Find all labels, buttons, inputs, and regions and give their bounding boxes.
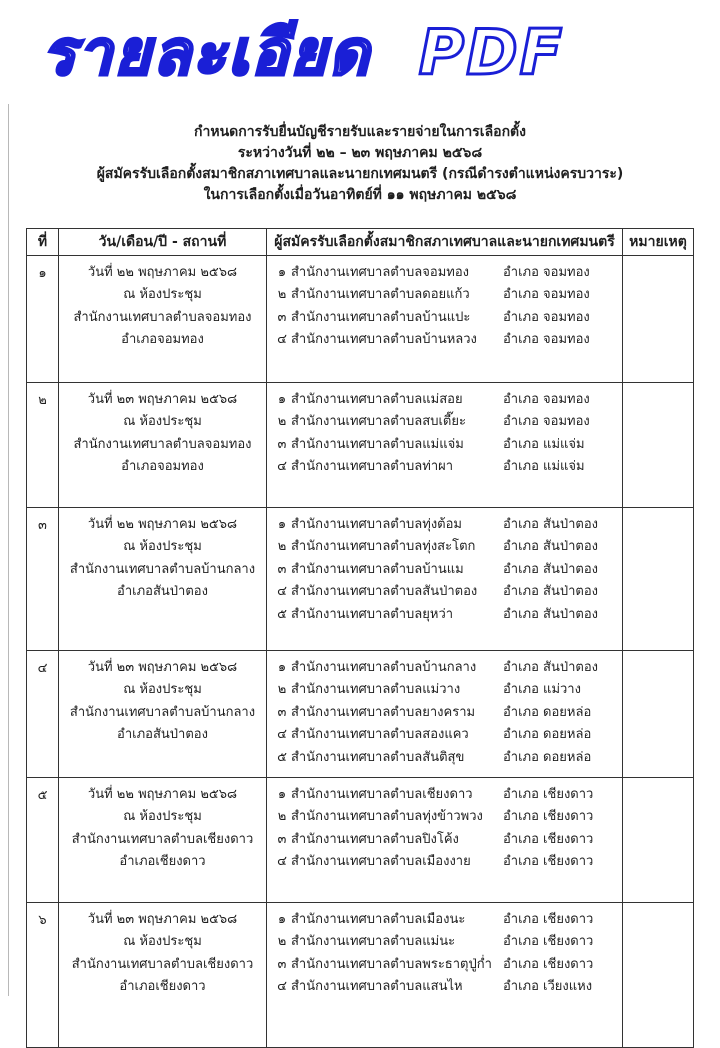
row-number: ๑ <box>27 256 59 383</box>
district-name: อำเภอ ดอยหล่อ <box>503 749 592 765</box>
office-name: สำนักงานเทศบาลตำบลแม่แจ่ม <box>291 436 464 452</box>
office-name: สำนักงานเทศบาลตำบลเมืองงาย <box>291 854 471 870</box>
banner-pdf: PDF <box>418 16 565 89</box>
item-number: ๕ <box>277 749 287 765</box>
item-number: ๓ <box>277 436 287 452</box>
row-number: ๒ <box>27 383 59 508</box>
header-line-4: ในการเลือกตั้งเมื่อวันอาทิตย์ที่ ๑๑ พฤษภาคม ๒๕๖๘ <box>203 187 517 203</box>
office-name: สำนักงานเทศบาลตำบลบ้านกลาง <box>291 660 477 675</box>
district-name: อำเภอ จอมทอง <box>503 265 590 280</box>
date-place-line: อำเภอเชียงดาว <box>119 979 206 995</box>
item-number: ๔ <box>277 332 287 348</box>
item-number: ๑ <box>277 660 287 675</box>
date-place-line: วันที่ ๒๒ พฤษภาคม ๒๕๖๘ <box>87 517 238 532</box>
date-place-line: สำนักงานเทศบาลตำบลบ้านกลาง <box>69 561 256 577</box>
date-place-line: สำนักงานเทศบาลตำบลจอมทอง <box>73 309 252 325</box>
item-number: ๕ <box>277 606 287 622</box>
list-item <box>267 851 622 873</box>
district-name: อำเภอ เชียงดาว <box>503 956 594 972</box>
banner-thai: รายละเอียด <box>42 16 371 89</box>
district-name: อำเภอ เชียงดาว <box>503 831 594 847</box>
date-place-line: สำนักงานเทศบาลตำบลบ้านกลาง <box>69 704 256 720</box>
office-name: สำนักงานเทศบาลตำบลดอยแก้ว <box>291 287 470 303</box>
table-header-row <box>27 229 694 256</box>
table-row <box>27 651 694 778</box>
table-row <box>27 778 694 903</box>
district-name: อำเภอ สันป่าตอง <box>503 660 599 675</box>
list-item <box>267 536 622 558</box>
remarks-cell <box>623 778 694 903</box>
item-number: ๔ <box>277 584 287 600</box>
item-number: ๒ <box>277 287 287 303</box>
date-place-line: อำเภอจอมทอง <box>121 459 204 475</box>
remarks-cell <box>623 256 694 383</box>
date-place-cell <box>59 778 267 903</box>
office-name: สำนักงานเทศบาลตำบลแม่นะ <box>291 934 456 950</box>
item-number: ๑ <box>277 392 287 407</box>
col-header-candidates: ผู้สมัครรับเลือกตั้งสมาชิกสภาเทศบาลและนายกเทศมนตรี <box>267 229 623 256</box>
item-number: ๒ <box>277 414 287 430</box>
date-place-cell <box>59 903 267 1048</box>
office-name: สำนักงานเทศบาลตำบลสันป่าตอง <box>291 584 478 600</box>
header-line-2: ระหว่างวันที่ ๒๒ – ๒๓ พฤษภาคม ๒๕๖๘ <box>237 145 483 161</box>
office-name: สำนักงานเทศบาลตำบลพระธาตุปู่ก่ำ <box>291 956 492 972</box>
date-place-line: วันที่ ๒๓ พฤษภาคม ๒๕๖๘ <box>87 912 238 927</box>
list-item <box>267 724 622 746</box>
item-number: ๑ <box>277 265 287 280</box>
list-item <box>267 954 622 976</box>
item-number: ๒ <box>277 539 287 555</box>
item-number: ๔ <box>277 979 287 995</box>
date-place-line: อำเภอจอมทอง <box>121 332 204 348</box>
office-name: สำนักงานเทศบาลตำบลบ้านหลวง <box>291 332 477 348</box>
district-name: อำเภอ จอมทอง <box>503 309 590 325</box>
list-item <box>267 514 622 536</box>
district-name: อำเภอ สันป่าตอง <box>503 561 599 577</box>
remarks-cell <box>623 508 694 651</box>
list-item <box>267 604 622 626</box>
date-place-line: สำนักงานเทศบาลตำบลเชียงดาว <box>71 956 254 972</box>
row-number: ๔ <box>27 651 59 778</box>
date-place-line: วันที่ ๒๓ พฤษภาคม ๒๕๖๘ <box>87 660 238 675</box>
item-number: ๓ <box>277 309 287 325</box>
candidates-cell <box>267 651 623 778</box>
candidates-cell <box>267 256 623 383</box>
remarks-cell <box>623 903 694 1048</box>
remarks-cell <box>623 383 694 508</box>
district-name: อำเภอ จอมทอง <box>503 414 590 430</box>
list-item <box>267 829 622 851</box>
table-body <box>27 256 694 1048</box>
office-name: สำนักงานเทศบาลตำบลจอมทอง <box>291 265 469 280</box>
district-name: อำเภอ แม่วาง <box>503 682 581 698</box>
date-place-line: ณ ห้องประชุม <box>123 934 202 950</box>
col-header-date-place: วัน/เดือน/ปี - สถานที่ <box>59 229 267 256</box>
item-number: ๑ <box>277 912 287 927</box>
district-name: อำเภอ แม่แจ่ม <box>503 459 585 475</box>
office-name: สำนักงานเทศบาลตำบลทุ่งสะโตก <box>291 539 476 555</box>
item-number: ๒ <box>277 934 287 950</box>
date-place-cell <box>59 383 267 508</box>
district-name: อำเภอ เวียงแหง <box>503 979 593 995</box>
list-item <box>267 262 622 284</box>
date-place-line: ณ ห้องประชุม <box>123 414 202 430</box>
header-line-3: ผู้สมัครรับเลือกตั้งสมาชิกสภาเทศบาลและนายกเทศมนตรี (กรณีดำรงตำแหน่งครบวาระ) <box>96 166 624 182</box>
list-item <box>267 434 622 456</box>
office-name: สำนักงานเทศบาลตำบลเมืองนะ <box>291 912 466 927</box>
date-place-cell <box>59 508 267 651</box>
office-name: สำนักงานเทศบาลตำบลแสนไห <box>291 979 463 995</box>
list-item <box>267 559 622 581</box>
schedule-table <box>26 228 694 1048</box>
candidates-cell <box>267 903 623 1048</box>
row-number: ๕ <box>27 778 59 903</box>
col-header-remarks: หมายเหตุ <box>623 229 694 256</box>
district-name: อำเภอ ดอยหล่อ <box>503 727 592 743</box>
district-name: อำเภอ ดอยหล่อ <box>503 704 592 720</box>
candidates-cell <box>267 508 623 651</box>
table-row <box>27 383 694 508</box>
list-item <box>267 976 622 998</box>
date-place-line: อำเภอสันป่าตอง <box>117 584 208 600</box>
date-place-line: อำเภอเชียงดาว <box>119 854 206 870</box>
date-place-line: สำนักงานเทศบาลตำบลจอมทอง <box>73 436 252 452</box>
district-name: อำเภอ จอมทอง <box>503 287 590 303</box>
row-number: ๖ <box>27 903 59 1048</box>
list-item <box>267 702 622 724</box>
list-item <box>267 307 622 329</box>
title-banner <box>0 0 720 100</box>
district-name: อำเภอ จอมทอง <box>503 392 590 407</box>
item-number: ๑ <box>277 517 287 532</box>
list-item <box>267 747 622 769</box>
date-place-line: ณ ห้องประชุม <box>123 287 202 303</box>
date-place-cell <box>59 256 267 383</box>
candidates-cell <box>267 778 623 903</box>
list-item <box>267 784 622 806</box>
list-item <box>267 329 622 351</box>
list-item <box>267 389 622 411</box>
office-name: สำนักงานเทศบาลตำบลแม่วาง <box>291 682 461 698</box>
date-place-line: ณ ห้องประชุม <box>123 809 202 825</box>
office-name: สำนักงานเทศบาลตำบลบ้านแม <box>291 561 464 577</box>
district-name: อำเภอ สันป่าตอง <box>503 539 599 555</box>
list-item <box>267 581 622 603</box>
item-number: ๓ <box>277 831 287 847</box>
office-name: สำนักงานเทศบาลตำบลยุหว่า <box>291 606 454 622</box>
remarks-cell <box>623 651 694 778</box>
office-name: สำนักงานเทศบาลตำบลแม่สอย <box>291 392 463 407</box>
district-name: อำเภอ เชียงดาว <box>503 934 594 950</box>
date-place-line: ณ ห้องประชุม <box>123 539 202 555</box>
candidates-cell <box>267 383 623 508</box>
list-item <box>267 806 622 828</box>
list-item <box>267 411 622 433</box>
document-header <box>0 122 720 206</box>
district-name: อำเภอ สันป่าตอง <box>503 517 599 532</box>
office-name: สำนักงานเทศบาลตำบลปิงโค้ง <box>291 831 459 847</box>
date-place-line: อำเภอสันป่าตอง <box>117 727 208 743</box>
list-item <box>267 909 622 931</box>
office-name: สำนักงานเทศบาลตำบลทุ่งต้อม <box>291 517 463 532</box>
table-row <box>27 508 694 651</box>
table-row <box>27 903 694 1048</box>
date-place-cell <box>59 651 267 778</box>
row-number: ๓ <box>27 508 59 651</box>
district-name: อำเภอ เชียงดาว <box>503 787 594 802</box>
date-place-line: สำนักงานเทศบาลตำบลเชียงดาว <box>71 831 254 847</box>
date-place-line: ณ ห้องประชุม <box>123 682 202 698</box>
office-name: สำนักงานเทศบาลตำบลสองแคว <box>291 727 469 743</box>
office-name: สำนักงานเทศบาลตำบลสบเตี๊ยะ <box>291 414 466 430</box>
item-number: ๓ <box>277 704 287 720</box>
header-line-1: กำหนดการรับยื่นบัญชีรายรับและรายจ่ายในการเลือกตั้ง <box>194 124 526 140</box>
district-name: อำเภอ สันป่าตอง <box>503 606 599 622</box>
list-item <box>267 657 622 679</box>
date-place-line: วันที่ ๒๒ พฤษภาคม ๒๕๖๘ <box>87 265 238 280</box>
date-place-line: วันที่ ๒๓ พฤษภาคม ๒๕๖๘ <box>87 392 238 407</box>
district-name: อำเภอ แม่แจ่ม <box>503 436 585 452</box>
item-number: ๔ <box>277 459 287 475</box>
list-item <box>267 456 622 478</box>
district-name: อำเภอ เชียงดาว <box>503 809 594 825</box>
district-name: อำเภอ เชียงดาว <box>503 912 594 927</box>
office-name: สำนักงานเทศบาลตำบลท่าผา <box>291 459 454 475</box>
banner-title <box>42 14 564 92</box>
table-row <box>27 256 694 383</box>
item-number: ๔ <box>277 727 287 743</box>
item-number: ๑ <box>277 787 287 802</box>
list-item <box>267 284 622 306</box>
office-name: สำนักงานเทศบาลตำบลสันติสุข <box>291 749 465 765</box>
office-name: สำนักงานเทศบาลตำบลบ้านแปะ <box>291 309 471 325</box>
date-place-line: วันที่ ๒๒ พฤษภาคม ๒๕๖๘ <box>87 787 238 802</box>
item-number: ๓ <box>277 561 287 577</box>
district-name: อำเภอ จอมทอง <box>503 332 590 348</box>
item-number: ๒ <box>277 682 287 698</box>
list-item <box>267 931 622 953</box>
office-name: สำนักงานเทศบาลตำบลยางคราม <box>291 704 476 720</box>
item-number: ๓ <box>277 956 287 972</box>
item-number: ๒ <box>277 809 287 825</box>
district-name: อำเภอ เชียงดาว <box>503 854 594 870</box>
district-name: อำเภอ สันป่าตอง <box>503 584 599 600</box>
office-name: สำนักงานเทศบาลตำบลเชียงดาว <box>291 787 473 802</box>
item-number: ๔ <box>277 854 287 870</box>
office-name: สำนักงานเทศบาลตำบลทุ่งข้าวพวง <box>291 809 483 825</box>
list-item <box>267 679 622 701</box>
col-header-no: ที่ <box>27 229 59 256</box>
